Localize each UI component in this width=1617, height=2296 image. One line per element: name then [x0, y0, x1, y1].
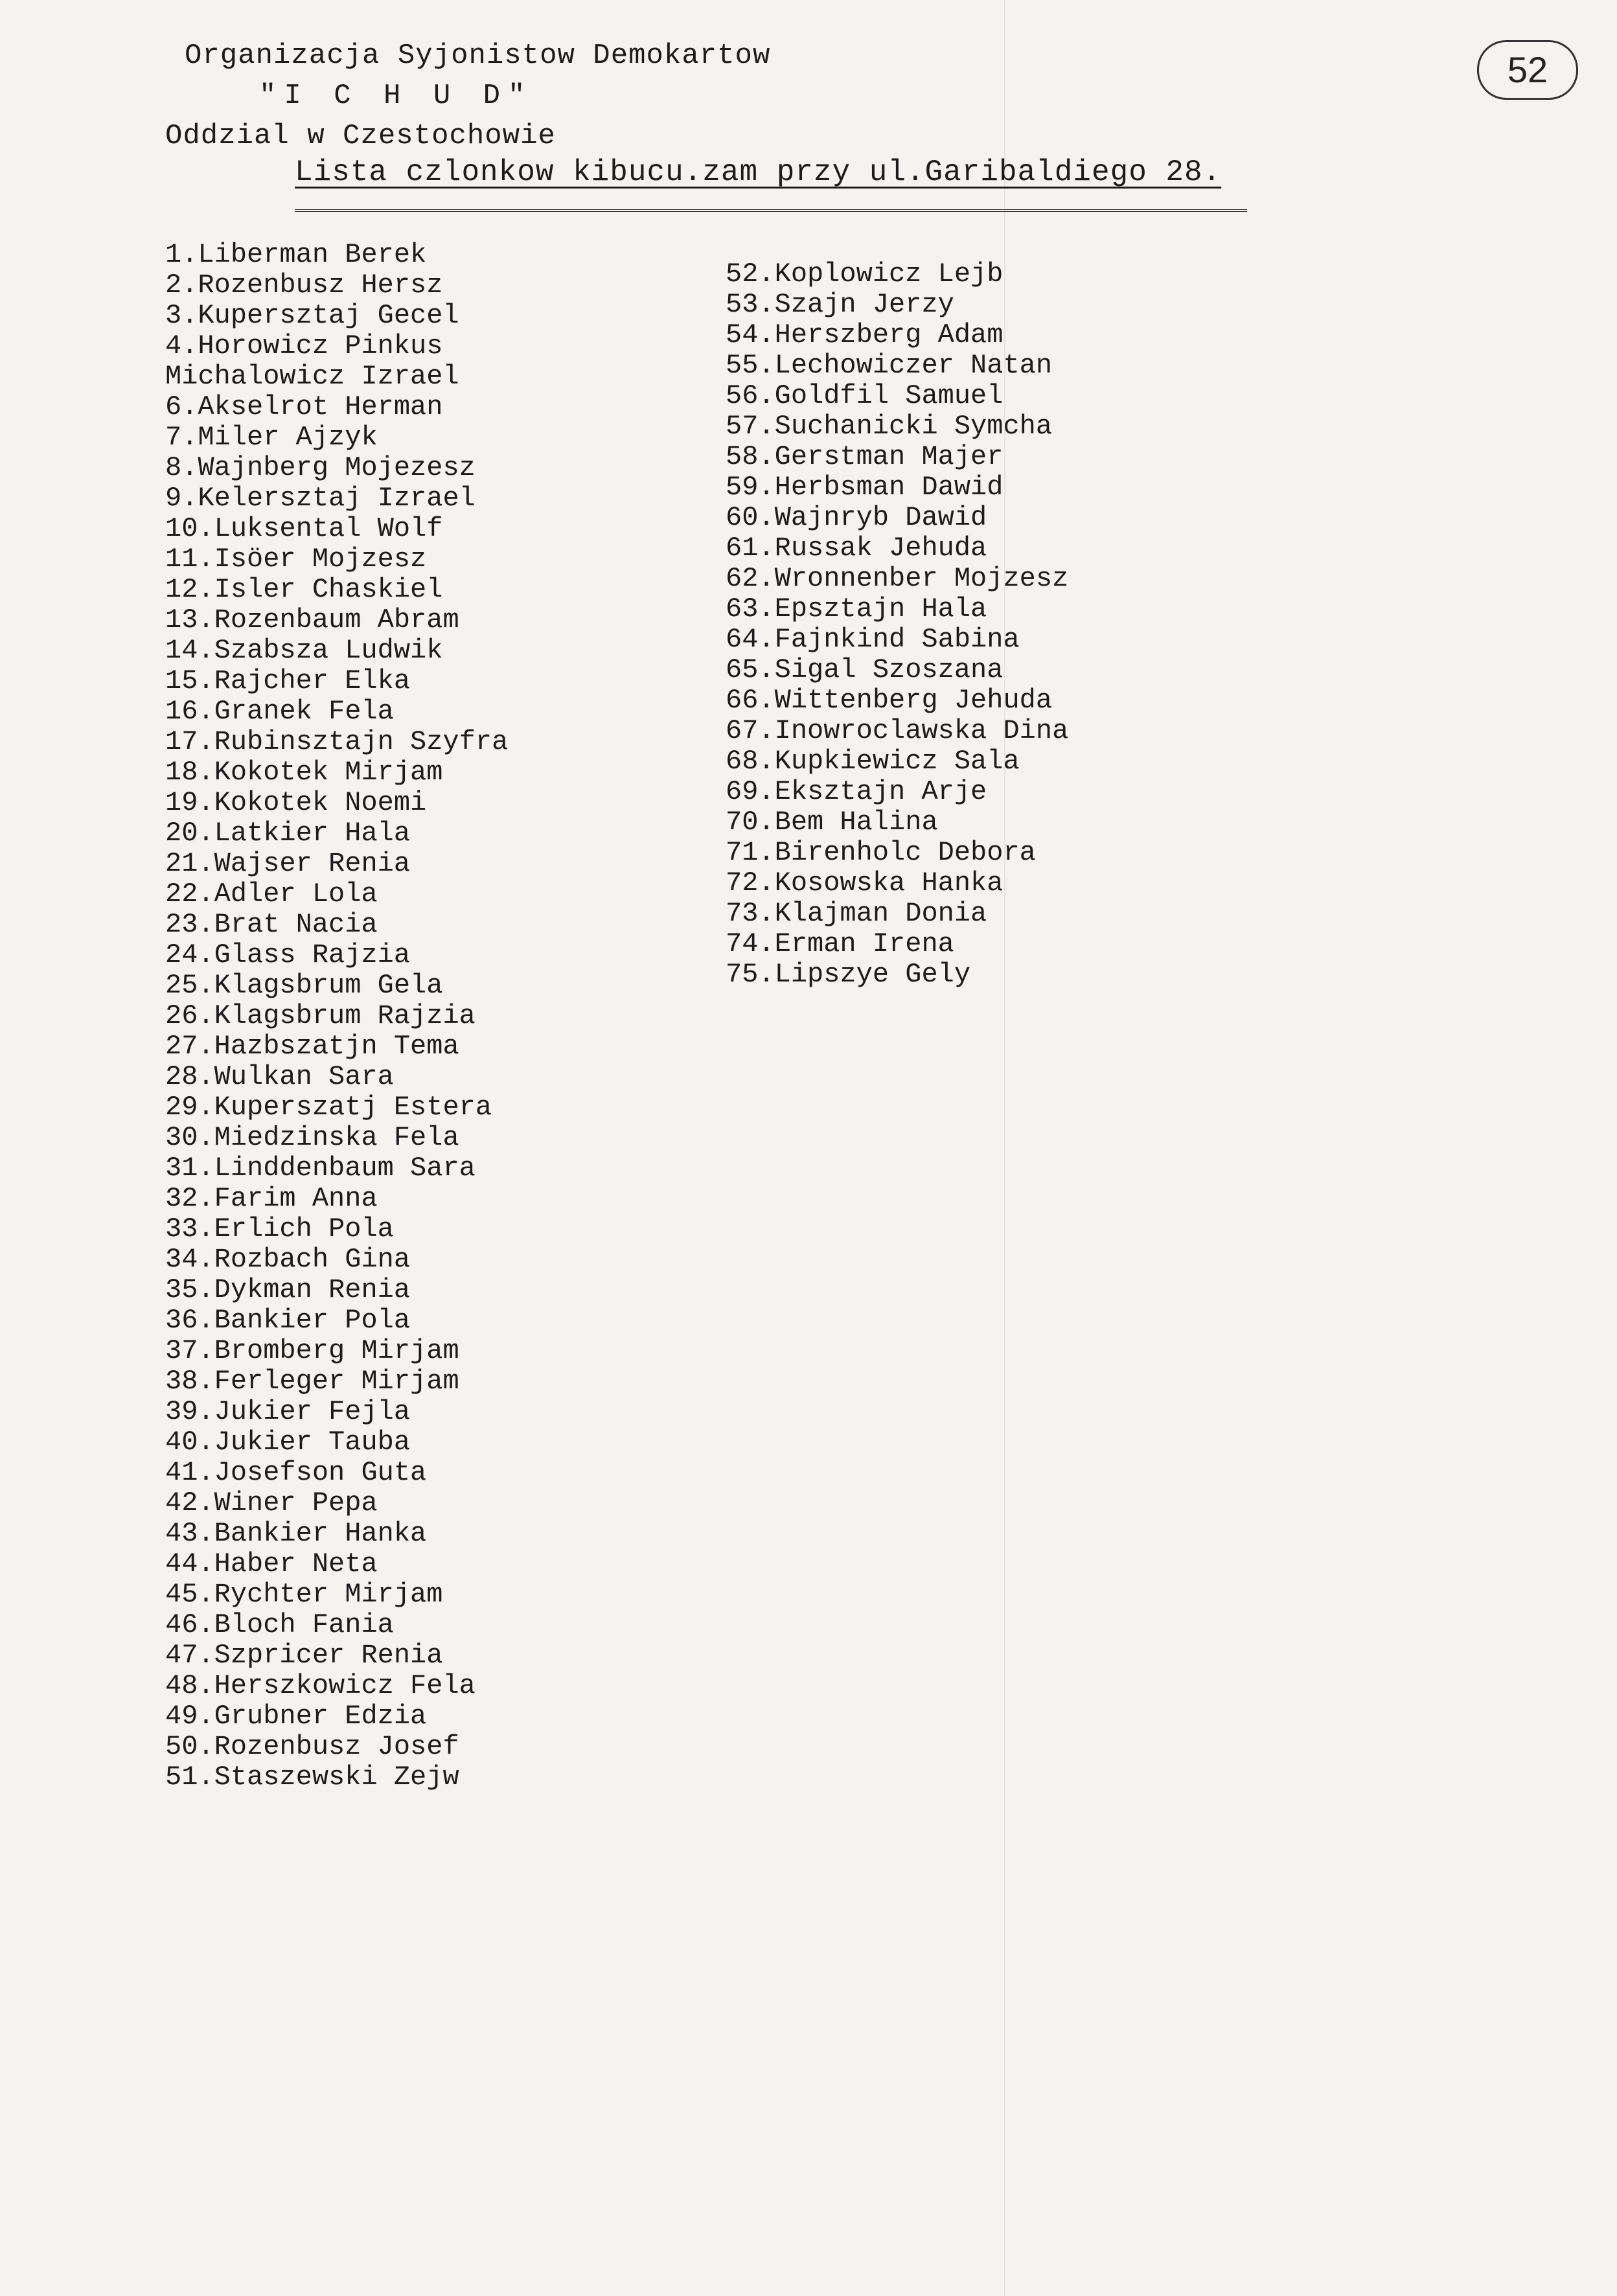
- member-entry: 47.Szpricer Renia: [165, 1640, 443, 1671]
- member-entry: 70.Bem Halina: [726, 807, 938, 838]
- branch-name: Oddzial w Czestochowie: [165, 120, 556, 152]
- member-entry: 58.Gerstman Majer: [726, 441, 1003, 472]
- member-entry: 27.Hazbszatjn Tema: [165, 1031, 459, 1062]
- member-entry: 15.Rajcher Elka: [165, 665, 411, 696]
- member-entry: 19.Kokotek Noemi: [165, 787, 427, 818]
- member-entry: 2.Rozenbusz Hersz: [165, 270, 443, 301]
- member-entry: 32.Farim Anna: [165, 1183, 378, 1214]
- member-entry: 31.Linddenbaum Sara: [165, 1153, 476, 1184]
- member-entry: 54.Herszberg Adam: [726, 319, 1003, 350]
- member-entry: 22.Adler Lola: [165, 878, 378, 910]
- member-entry: 33.Erlich Pola: [165, 1213, 394, 1245]
- member-entry: 8.Wajnberg Mojezesz: [165, 452, 476, 483]
- member-entry: 29.Kuperszatj Estera: [165, 1092, 492, 1123]
- member-entry: 69.Eksztajn Arje: [726, 776, 987, 807]
- member-entry: 52.Koplowicz Lejb: [726, 258, 1003, 290]
- member-entry: 13.Rozenbaum Abram: [165, 604, 459, 636]
- member-entry: 66.Wittenberg Jehuda: [726, 685, 1053, 716]
- member-entry: 42.Winer Pepa: [165, 1487, 378, 1519]
- member-entry: 73.Klajman Donia: [726, 898, 987, 929]
- member-entry: 55.Lechowiczer Natan: [726, 350, 1053, 381]
- member-entry: 65.Sigal Szoszana: [726, 654, 1003, 685]
- member-entry: 28.Wulkan Sara: [165, 1061, 394, 1092]
- member-entry: 25.Klagsbrum Gela: [165, 970, 443, 1001]
- member-entry: 74.Erman Irena: [726, 928, 954, 959]
- member-entry: 17.Rubinsztajn Szyfra: [165, 726, 509, 757]
- member-entry: 20.Latkier Hala: [165, 818, 411, 849]
- member-entry: 39.Jukier Fejla: [165, 1396, 411, 1427]
- member-entry: 3.Kupersztaj Gecel: [165, 300, 459, 331]
- member-entry: 44.Haber Neta: [165, 1548, 378, 1579]
- member-entry: 12.Isler Chaskiel: [165, 574, 443, 605]
- document-title: Lista czlonkow kibucu.zam przy ul.Garibaldiego 28.: [295, 155, 1222, 189]
- member-entry: 1.Liberman Berek: [165, 239, 427, 270]
- member-entry: 16.Granek Fela: [165, 696, 394, 727]
- member-entry: 41.Josefson Guta: [165, 1457, 427, 1488]
- member-entry: 68.Kupkiewicz Sala: [726, 746, 1020, 777]
- member-entry: 75.Lipszye Gely: [726, 959, 971, 990]
- member-entry: 4.Horowicz Pinkus: [165, 330, 443, 362]
- member-entry: 71.Birenholc Debora: [726, 837, 1036, 868]
- organization-name: Organizacja Syjonistow Demokartow: [185, 40, 771, 72]
- member-entry: 34.Rozbach Gina: [165, 1244, 411, 1275]
- member-entry: 11.Isöer Mojzesz: [165, 544, 427, 575]
- title-underline: [295, 209, 1247, 212]
- member-entry: Michalowicz Izrael: [165, 361, 459, 392]
- member-entry: 48.Herszkowicz Fela: [165, 1670, 476, 1701]
- member-entry: 36.Bankier Pola: [165, 1305, 411, 1336]
- member-entry: 45.Rychter Mirjam: [165, 1579, 443, 1610]
- member-entry: 37.Bromberg Mirjam: [165, 1335, 459, 1366]
- member-entry: 26.Klagsbrum Rajzia: [165, 1000, 476, 1031]
- member-entry: 9.Kelersztaj Izrael: [165, 483, 476, 514]
- member-entry: 18.Kokotek Mirjam: [165, 757, 443, 788]
- member-entry: 30.Miedzinska Fela: [165, 1122, 459, 1153]
- member-entry: 72.Kosowska Hanka: [726, 867, 1003, 899]
- member-entry: 35.Dykman Renia: [165, 1274, 411, 1305]
- member-entry: 56.Goldfil Samuel: [726, 380, 1003, 411]
- member-entry: 23.Brat Nacia: [165, 909, 378, 940]
- member-entry: 64.Fajnkind Sabina: [726, 624, 1020, 655]
- member-entry: 57.Suchanicki Symcha: [726, 411, 1053, 442]
- member-entry: 53.Szajn Jerzy: [726, 289, 954, 320]
- member-entry: 43.Bankier Hanka: [165, 1518, 427, 1549]
- member-list-left: [165, 240, 508, 1793]
- member-entry: 46.Bloch Fania: [165, 1609, 394, 1640]
- organization-acronym: "I C H U D": [259, 80, 533, 112]
- member-entry: 14.Szabsza Ludwik: [165, 635, 443, 666]
- member-entry: 24.Glass Rajzia: [165, 939, 411, 970]
- member-entry: 63.Epsztajn Hala: [726, 593, 987, 625]
- member-entry: 7.Miler Ajzyk: [165, 422, 378, 453]
- letterhead: [165, 36, 770, 156]
- member-entry: 67.Inowroclawska Dina: [726, 715, 1069, 746]
- member-entry: 61.Russak Jehuda: [726, 533, 987, 564]
- member-entry: 6.Akselrot Herman: [165, 391, 443, 422]
- page-number-stamp: 52: [1477, 40, 1578, 100]
- member-entry: 60.Wajnryb Dawid: [726, 502, 987, 533]
- member-entry: 38.Ferleger Mirjam: [165, 1366, 459, 1397]
- member-entry: 10.Luksental Wolf: [165, 513, 443, 544]
- member-entry: 40.Jukier Tauba: [165, 1427, 411, 1458]
- member-list-right: [726, 259, 1068, 990]
- member-entry: 59.Herbsman Dawid: [726, 472, 1003, 503]
- member-entry: 62.Wronnenber Mojzesz: [726, 563, 1069, 594]
- member-entry: 51.Staszewski Zejw: [165, 1762, 459, 1793]
- member-entry: 21.Wajser Renia: [165, 848, 411, 879]
- member-entry: 49.Grubner Edzia: [165, 1701, 427, 1732]
- member-entry: 50.Rozenbusz Josef: [165, 1731, 459, 1762]
